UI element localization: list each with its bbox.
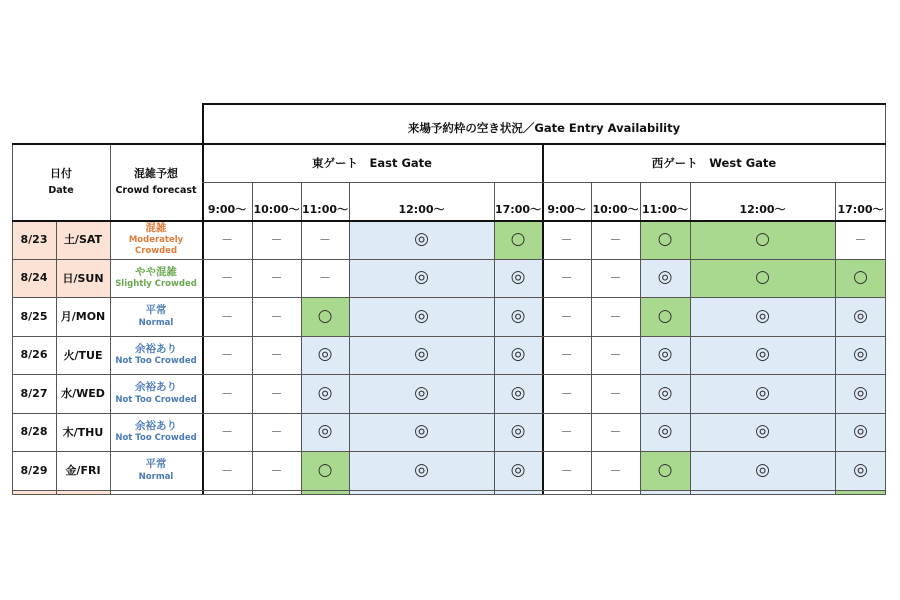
east-gate-slot-cell: ◎ [494, 336, 542, 375]
east-slot-header: 17:00～ [494, 203, 541, 216]
day-cell: 日/SUN [56, 259, 110, 298]
west-gate-slot-cell: － [560, 309, 573, 324]
west-gate-slot-cell: ◎ [835, 374, 886, 413]
west-gate-slot-cell: ◎ [690, 374, 835, 413]
east-gate-slot-cell: ○ [494, 220, 542, 259]
west-gate-slot-cell: ○ [640, 297, 690, 336]
west-gate-slot-cell: － [609, 309, 622, 324]
gate-availability-table [12, 103, 886, 495]
west-gate-slot-cell: ○ [690, 259, 835, 298]
crowd-forecast-cell [110, 297, 202, 336]
date-cell: 8/25 [20, 309, 48, 323]
west-slot-header: 17:00～ [837, 203, 884, 216]
west-slot-header: 9:00～ [547, 203, 586, 216]
west-gate-slot-cell: ◎ [640, 336, 690, 375]
grid-line [640, 182, 641, 495]
east-gate-slot-cell: － [220, 271, 233, 286]
east-gate-slot-cell: － [220, 386, 233, 401]
date-header [12, 143, 110, 220]
east-gate-slot-cell: ◎ [301, 374, 349, 413]
east-gate-slot-cell: － [270, 386, 283, 401]
grid-line [12, 220, 886, 222]
crowd-forecast-en: Not Too Crowded [115, 394, 197, 405]
east-gate-slot-cell: － [220, 348, 233, 363]
west-gate-slot-cell: ○ [640, 220, 690, 259]
crowd-forecast-jp: 混雑 [145, 221, 167, 234]
grid-line [202, 103, 886, 105]
east-gate-slot-cell: ◎ [349, 220, 494, 259]
east-gate-slot-cell: － [318, 271, 331, 286]
east-gate-slot-cell: ◎ [349, 259, 494, 298]
west-gate-slot-cell: － [560, 386, 573, 401]
west-slot-header: 12:00～ [739, 203, 786, 216]
grid-line [542, 143, 544, 495]
grid-line [12, 490, 886, 491]
grid-line [12, 259, 886, 260]
west-gate-slot-cell: － [560, 425, 573, 440]
grid-line [12, 494, 886, 495]
crowd-forecast-en: Moderately Crowded [128, 234, 184, 257]
west-gate-slot-cell: ◎ [835, 336, 886, 375]
east-gate-slot-cell: ◎ [349, 451, 494, 490]
crowd-forecast-en: Normal [138, 471, 174, 482]
west-gate-slot-cell: － [609, 425, 622, 440]
crowd-forecast-en: Slightly Crowded [115, 279, 197, 290]
west-gate-slot-cell: ◎ [835, 413, 886, 452]
date-cell: 8/24 [12, 259, 56, 298]
west-gate-slot-cell: － [560, 232, 573, 247]
east-slot-header: 9:00～ [207, 203, 247, 216]
west-slot-header: 11:00～ [641, 203, 688, 216]
day-cell: 金/FRI [65, 464, 101, 478]
east-gate-slot-cell: － [220, 425, 233, 440]
west-gate-slot-cell: ◎ [640, 259, 690, 298]
east-gate-slot-cell: － [270, 309, 283, 324]
east-gate-slot-cell: － [270, 271, 283, 286]
west-gate-slot-cell: － [609, 463, 622, 478]
west-gate-slot-cell: － [609, 271, 622, 286]
grid-line [12, 143, 886, 145]
grid-line [12, 143, 13, 495]
grid-line [301, 182, 302, 495]
grid-line [12, 336, 886, 337]
west-gate-slot-cell: － [609, 232, 622, 247]
crowd-forecast-cell [110, 336, 202, 375]
east-gate-slot-cell: ◎ [301, 336, 349, 375]
west-gate-slot-cell: ◎ [690, 336, 835, 375]
grid-line [349, 182, 350, 495]
east-gate-slot-cell: ◎ [494, 297, 542, 336]
east-gate-slot-cell: － [270, 348, 283, 363]
grid-line [252, 182, 253, 495]
east-gate-slot-cell: － [220, 309, 233, 324]
east-slot-header: 10:00～ [253, 203, 300, 216]
west-gate-slot-cell: ○ [835, 259, 886, 298]
west-gate-header: 西ゲート West Gate [651, 155, 777, 170]
grid-line [690, 182, 691, 495]
date-cell: 8/29 [20, 463, 48, 477]
east-gate-slot-cell: ◎ [349, 374, 494, 413]
crowd-forecast-en: Not Too Crowded [115, 356, 197, 367]
grid-line [885, 103, 886, 495]
crowd-forecast-jp: 余裕あり [135, 342, 177, 355]
day-cell: 土/SAT [56, 220, 110, 259]
grid-line [110, 143, 111, 495]
west-slot-header: 10:00～ [592, 203, 639, 216]
grid-line [835, 182, 836, 495]
east-slot-header: 12:00～ [398, 203, 445, 216]
west-gate-slot-cell: ◎ [640, 413, 690, 452]
grid-line [202, 182, 886, 183]
crowd-header [110, 143, 202, 220]
grid-line [12, 297, 886, 298]
availability-title: 来場予約枠の空き状況／Gate Entry Availability [407, 121, 681, 135]
crowd-forecast-jp: 平常 [145, 458, 167, 471]
east-gate-slot-cell: ○ [301, 451, 349, 490]
west-gate-slot-cell: － [609, 386, 622, 401]
crowd-forecast-cell [110, 374, 202, 413]
date-cell: 8/27 [20, 386, 48, 400]
east-gate-slot-cell: － [270, 463, 283, 478]
east-gate-slot-cell: ◎ [494, 259, 542, 298]
day-cell: 火/TUE [63, 348, 103, 362]
west-gate-slot-cell: ◎ [835, 297, 886, 336]
crowd-forecast-en: Not Too Crowded [115, 433, 197, 444]
day-cell: 月/MON [60, 310, 106, 324]
west-gate-slot-cell: － [560, 463, 573, 478]
date-cell: 8/28 [20, 425, 48, 439]
crowd-header-jp: 混雑予想 [134, 167, 178, 180]
east-gate-slot-cell: ◎ [494, 413, 542, 452]
east-gate-slot-cell: ◎ [349, 413, 494, 452]
east-gate-slot-cell: ◎ [494, 374, 542, 413]
east-gate-slot-cell: － [220, 232, 233, 247]
west-gate-slot-cell: ◎ [835, 451, 886, 490]
west-gate-slot-cell: ◎ [690, 413, 835, 452]
east-gate-slot-cell: － [318, 232, 331, 247]
day-cell: 木/THU [62, 425, 104, 439]
date-header-en: Date [48, 184, 74, 196]
west-gate-slot-cell: ○ [690, 220, 835, 259]
east-gate-slot-cell: ◎ [301, 413, 349, 452]
east-slot-header: 11:00～ [301, 203, 348, 216]
crowd-forecast-jp: 平常 [145, 304, 167, 317]
grid-line [56, 220, 57, 495]
east-gate-slot-cell: ◎ [494, 451, 542, 490]
crowd-forecast-jp: 余裕あり [135, 419, 177, 432]
grid-line [494, 182, 495, 495]
west-gate-slot-cell: － [609, 348, 622, 363]
date-header-jp: 日付 [50, 167, 72, 181]
grid-line [12, 413, 886, 414]
east-gate-slot-cell: ◎ [349, 297, 494, 336]
grid-line [12, 451, 886, 452]
crowd-forecast-cell [110, 220, 202, 259]
east-gate-slot-cell: － [270, 425, 283, 440]
east-gate-slot-cell: － [270, 232, 283, 247]
date-cell: 8/23 [12, 220, 56, 259]
crowd-forecast-cell [110, 413, 202, 452]
grid-line [202, 103, 204, 495]
west-gate-slot-cell: － [854, 232, 867, 247]
date-cell: 8/26 [20, 348, 48, 362]
east-gate-slot-cell: ○ [301, 297, 349, 336]
crowd-forecast-en: Normal [138, 317, 174, 328]
west-gate-slot-cell: ○ [640, 451, 690, 490]
crowd-forecast-jp: やや混雑 [135, 265, 177, 278]
east-gate-slot-cell: ◎ [349, 336, 494, 375]
west-gate-slot-cell: ◎ [690, 451, 835, 490]
east-gate-slot-cell: － [220, 463, 233, 478]
west-gate-slot-cell: － [560, 271, 573, 286]
east-gate-header: 東ゲート East Gate [312, 155, 432, 170]
day-cell: 水/WED [61, 387, 105, 401]
west-gate-slot-cell: ◎ [640, 374, 690, 413]
crowd-header-en: Crowd forecast [115, 184, 197, 196]
grid-line [12, 374, 886, 375]
grid-line [591, 182, 592, 495]
crowd-forecast-jp: 余裕あり [135, 381, 177, 394]
west-gate-slot-cell: － [560, 348, 573, 363]
west-gate-slot-cell: ◎ [690, 297, 835, 336]
crowd-forecast-cell [110, 451, 202, 490]
crowd-forecast-cell [110, 259, 202, 298]
